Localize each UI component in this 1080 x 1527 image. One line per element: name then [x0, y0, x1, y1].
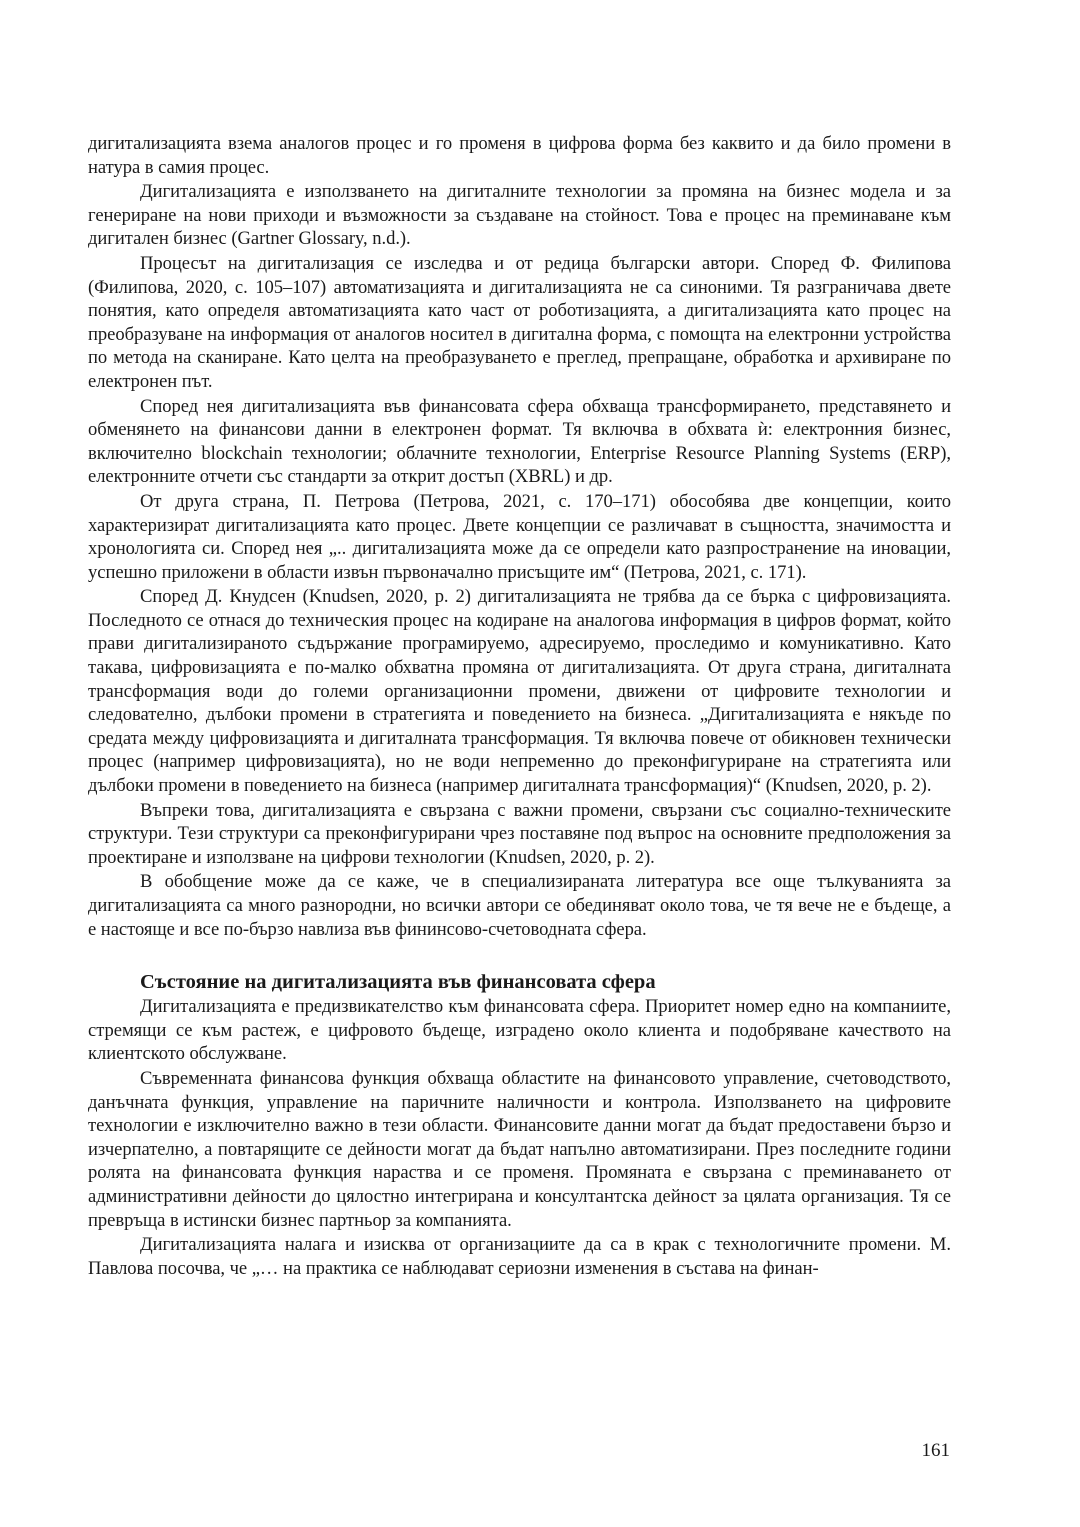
body-text	[88, 132, 951, 1281]
page-number: 161	[921, 1440, 950, 1461]
paragraph: Според Д. Кнудсен (Knudsen, 2020, p. 2) дигитализацията не трябва да се бърка с цифровизацията. Последното се отнася до техническия процес на кодиране на аналогова информация в цифров формат, който прави дигитализираното съдържание програмируемо, адресируемо, проследимо и комуникативно. Като такава, цифровизацията е по-малко обхватна промяна от дигитализацията. От друга страна, дигиталната трансформация води до големи организационни промени, движени от цифровите технологии и следователно, дълбоки промени в стратегията и поведението на бизнеса. „Дигитализацията е някъде по средата между цифровизацията и дигиталната трансформация. Тя включва повече от обикновен технически процес (например цифровизацията), но не води непременно до преконфигуриране на стратегията или дълбоки промени в поведението на бизнеса (например дигиталната трансформация)“ (Knudsen, 2020, p. 2).	[88, 586, 951, 797]
paragraph: Съвременната финансова функция обхваща областите на финансовото управление, счетоводството, данъчната функция, управление на паричните наличности и контрола. Използването на цифровите технологии е изключително важно в тези области. Финансовите данни могат да бъдат предоставени бързо и изчерпателно, а повтарящите се дейности могат да бъдат напълно автоматизирани. През последните години ролята на финансовата функция нараства и се променя. Промяната е свързана с преминаването от административни дейности до цялостно интегрирана и консултантска дейност за цялата организация. Тя се превръща в истински бизнес партньор за компанията.	[88, 1067, 951, 1231]
section-heading: Състояние на дигитализацията във финансовата сфера	[140, 971, 656, 994]
paragraph: Процесът на дигитализация се изследва и от редица български автори. Според Ф. Филипова (Филипова, 2020, с. 105–107) автоматизацията и дигитализацията не са синоними. Тя разграничава двете понятия, като определя автоматизацията като част от роботизацията, а дигитализацията като процес на преобразуване на информация от аналогов носител в дигитална форма, с помощта на електронни устройства по метода на сканиране. Като целта на преобразуването е преглед, препращане, обработка и архивиране по електронен път.	[88, 252, 951, 392]
paragraph: Дигитализацията налага и изисква от организациите да са в крак с технологичните промени. М. Павлова посочва, че „… на практика се наблюдават сериозни изменения в състава на финан-	[88, 1234, 951, 1279]
paragraph: От друга страна, П. Петрова (Петрова, 2021, с. 170–171) обособява две концепции, които характеризират дигитализацията като процес. Двете концепции се различават в същността, значимостта и хронологията си. Според нея „.. дигитализацията може да се определи като разпространение на иновации, успешно приложени в области извън първоначално присъщите им“ (Петрова, 2021, с. 171).	[88, 490, 951, 583]
paragraph: Дигитализацията е предизвикателство към финансовата сфера. Приоритет номер едно на компаниите, стремящи се към растеж, е цифровото бъдеще, изградено около клиента и подобряване качеството на клиентското обслужване.	[88, 996, 951, 1065]
paragraph: В обобщение може да се каже, че в специализираната литература все още тълкуванията за дигитализацията са много разнородни, но всички автори се обединяват около това, че тя вече не е бъдеще, а е настояще и все по-бързо навлиза във фининсово-счетоводната сфера.	[88, 871, 951, 940]
paragraph-continuation: дигитализацията взема аналогов процес и го променя в цифрова форма без каквито и да било промени в натура в самия процес.	[88, 133, 951, 178]
paragraph: Въпреки това, дигитализацията е свързана с важни промени, свързани със социално-техническите структури. Тези структури са преконфигурирани чрез поставяне под въпрос на основните предположения за проектиране и използване на цифрови технологии (Knudsen, 2020, p. 2).	[88, 799, 951, 868]
paragraph: Дигитализацията е използването на дигиталните технологии за промяна на бизнес модела и за генериране на нови приходи и възможности за създаване на стойност. Това е процес на преминаване към дигитален бизнес (Gartner Glossary, n.d.).	[88, 181, 951, 250]
paragraph: Според нея дигитализацията във финансовата сфера обхваща трансформирането, представянето и обменянето на финансови данни в електронен формат. Тя включва в обхвата ѝ: електронния бизнес, включително blockchain технологии; облачните технологии, Enterprise Resource Planning Systems (ERP), електронните отчети със стандарти за открит достъп (XBRL) и др.	[88, 395, 951, 488]
